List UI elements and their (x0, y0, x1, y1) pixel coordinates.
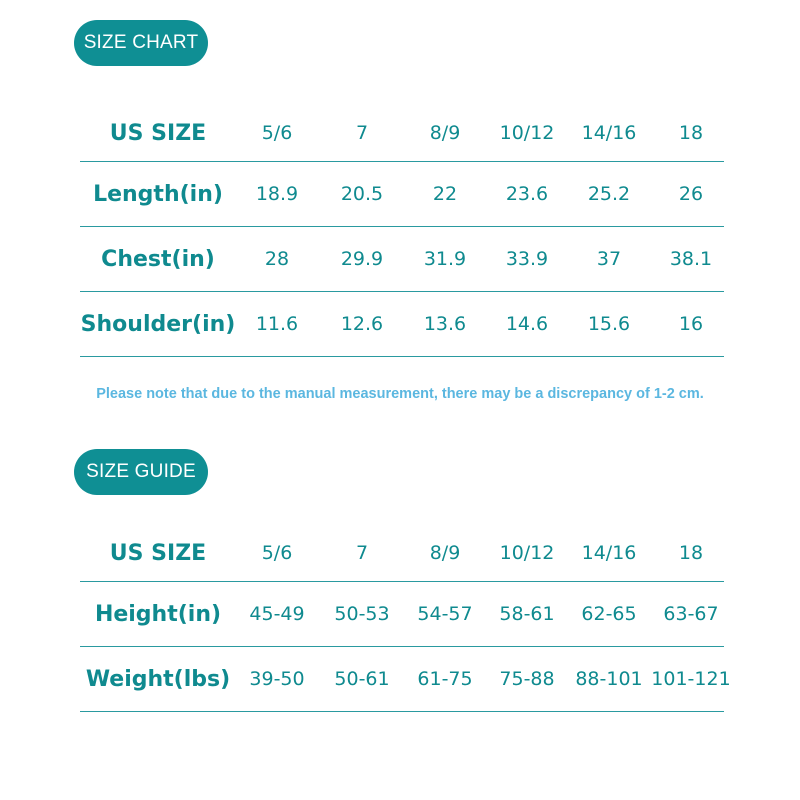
header-size: 8/9 (429, 122, 461, 144)
table-cell: 29.9 (340, 248, 384, 270)
row-label: Chest(in) (101, 246, 215, 272)
header-size: 8/9 (429, 542, 461, 564)
table-row (80, 162, 724, 227)
table-cell: 38.1 (669, 248, 713, 270)
table-cell: 15.6 (587, 313, 631, 335)
header-label: US SIZE (109, 120, 207, 146)
table-cell: 37 (596, 248, 622, 270)
row-label: Weight(lbs) (85, 666, 231, 692)
table-cell: 39-50 (249, 668, 305, 690)
table-cell: 18.9 (255, 183, 299, 205)
table-cell: 16 (678, 313, 704, 335)
table-cell: 25.2 (587, 183, 631, 205)
table-row (80, 582, 724, 647)
table-cell: 13.6 (423, 313, 467, 335)
header-size: 10/12 (499, 122, 555, 144)
table-cell: 33.9 (505, 248, 549, 270)
table-header-row (80, 525, 724, 582)
header-size: 14/16 (581, 542, 637, 564)
row-label: Height(in) (94, 601, 222, 627)
table-cell: 54-57 (417, 603, 473, 625)
table-row (80, 292, 724, 357)
size-guide-table (80, 525, 731, 712)
header-size: 14/16 (581, 122, 637, 144)
header-label: US SIZE (109, 540, 207, 566)
header-size: 18 (678, 542, 704, 564)
table-cell: 22 (432, 183, 458, 205)
table-cell: 88-101 (575, 668, 643, 690)
header-size: 7 (355, 122, 369, 144)
measurement-note: Please note that due to the manual measurement, there may be a discrepancy of 1-2 cm. (96, 386, 704, 402)
table-cell: 63-67 (663, 603, 719, 625)
table-cell: 45-49 (249, 603, 305, 625)
table-cell: 50-61 (334, 668, 390, 690)
header-size: 10/12 (499, 542, 555, 564)
table-cell: 12.6 (340, 313, 384, 335)
table-cell: 14.6 (505, 313, 549, 335)
table-cell: 101-121 (651, 668, 731, 690)
header-size: 5/6 (261, 542, 293, 564)
header-size: 5/6 (261, 122, 293, 144)
row-label: Shoulder(in) (80, 311, 236, 337)
size-chart-badge: SIZE CHART (74, 20, 208, 66)
table-cell: 31.9 (423, 248, 467, 270)
row-label: Length(in) (93, 181, 223, 207)
size-guide-badge: SIZE GUIDE (74, 449, 208, 495)
header-size: 18 (678, 122, 704, 144)
table-header-row (80, 105, 724, 162)
table-cell: 62-65 (581, 603, 637, 625)
table-cell: 61-75 (417, 668, 473, 690)
size-chart-table (80, 105, 724, 357)
table-cell: 58-61 (499, 603, 555, 625)
table-cell: 75-88 (499, 668, 555, 690)
table-cell: 26 (678, 183, 704, 205)
table-row (80, 647, 731, 712)
table-cell: 20.5 (340, 183, 384, 205)
table-cell: 50-53 (334, 603, 390, 625)
table-cell: 23.6 (505, 183, 549, 205)
table-cell: 28 (264, 248, 290, 270)
header-size: 7 (355, 542, 369, 564)
table-row (80, 227, 724, 292)
table-cell: 11.6 (255, 313, 299, 335)
